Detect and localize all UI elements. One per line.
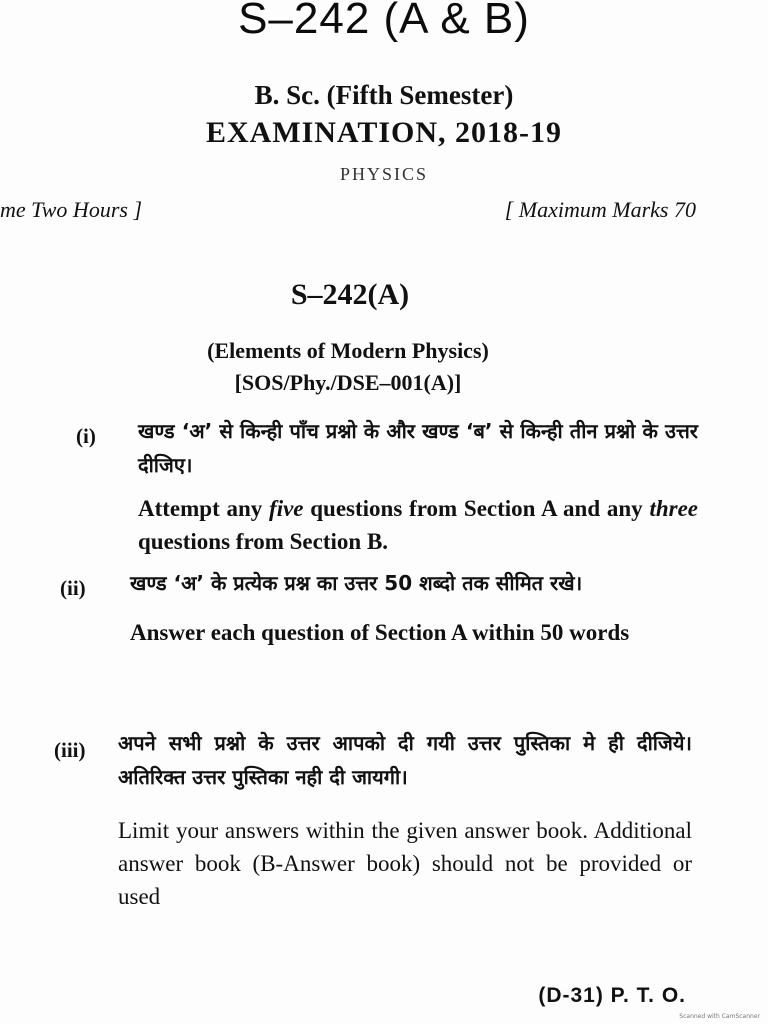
exam-title: EXAMINATION, 2018-19 — [205, 116, 563, 149]
course-title: B. Sc. (Fifth Semester) — [254, 80, 514, 110]
instruction-numeral: (i) — [76, 424, 96, 448]
instruction-item — [118, 726, 692, 913]
instruction-hindi: खण्ड ‘अ’ के प्रत्येक प्रश्न का उत्तर 50 शब्दो तक सीमित रखे। — [130, 571, 583, 595]
instruction-numeral: (ii) — [60, 576, 86, 600]
instruction-item — [130, 566, 690, 649]
instruction-english: Attempt any five questions from Section A and any three questions from Section B. — [138, 496, 698, 554]
instruction-numeral: (iii) — [54, 738, 86, 762]
instruction-english: Limit your answers within the given answer book. Additional answer book (B-Answer book) should not be provided or used — [118, 818, 692, 909]
instruction-hindi: खण्ड ‘अ’ से किन्ही पाँच प्रश्नो के और खण्ड ‘ब’ से किन्ही तीन प्रश्नो के उत्तर दीजिए। — [138, 419, 698, 477]
subject-title: PHYSICS — [339, 164, 429, 184]
instruction-english: Answer each question of Section A within 50 words — [130, 620, 630, 645]
paper-title: (Elements of Modern Physics) — [207, 338, 489, 363]
paper-code: S–242 (A & B) — [238, 0, 530, 43]
maximum-marks: [ Maximum Marks 70 — [504, 197, 696, 222]
page-footer-code: (D-31) P. T. O. — [538, 984, 686, 1007]
time-allowed: me Two Hours ] — [0, 197, 143, 222]
scanner-watermark: Scanned with CamScanner — [679, 1013, 760, 1020]
instruction-item — [138, 414, 698, 558]
instruction-hindi: अपने सभी प्रश्नो के उत्तर आपको दी गयी उत्तर पुस्तिका मे ही दीजिये। अतिरिक्त उत्तर पुस्तिका नही दी जायगी। — [118, 731, 692, 789]
section-code: S–242(A) — [290, 278, 410, 311]
paper-reference: [SOS/Phy./DSE–001(A)] — [234, 370, 462, 395]
